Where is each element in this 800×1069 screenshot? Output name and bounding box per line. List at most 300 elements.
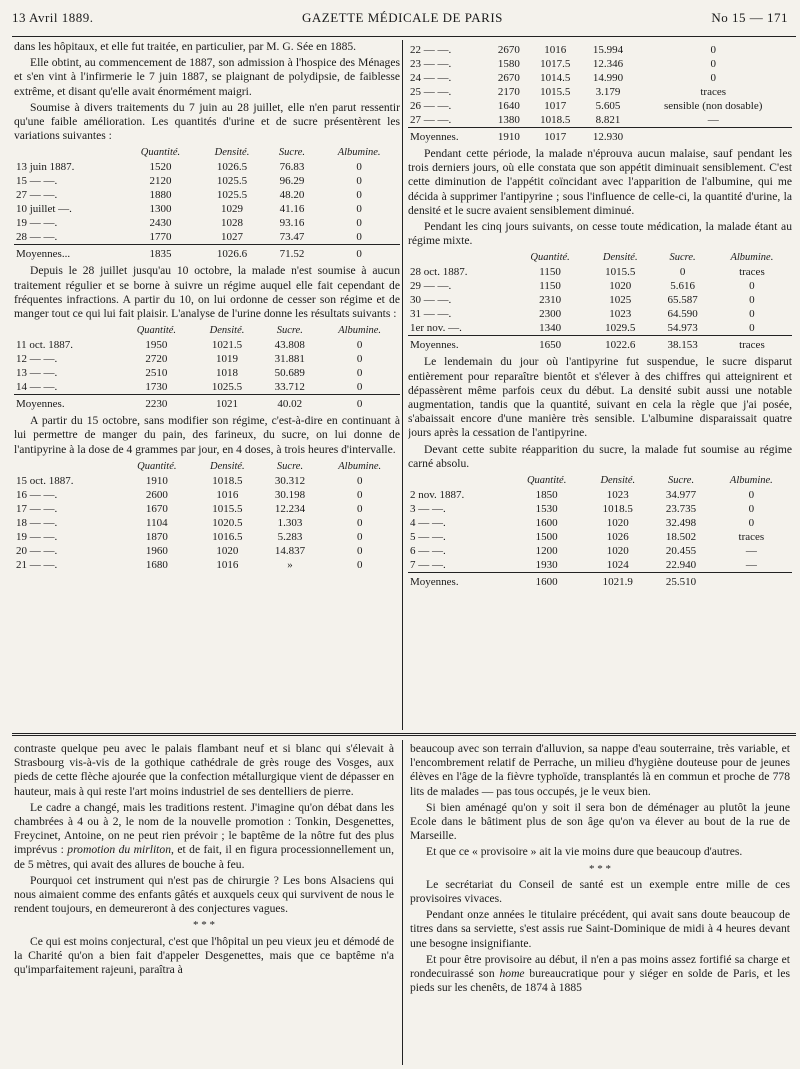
table-cell: 1530: [535, 503, 558, 516]
table-cell: 1150: [539, 266, 561, 279]
row-label: 25 — —.: [410, 86, 452, 98]
column-header: Albumine.: [337, 147, 381, 159]
table-cell: 8.821: [595, 114, 621, 126]
table-cell: 1016: [544, 44, 567, 56]
table-cell: 50.689: [274, 367, 305, 380]
column-header: [14, 324, 119, 338]
row-label: 23 — —.: [410, 58, 452, 70]
table-row: [14, 474, 400, 488]
table-cell: 1021.5: [211, 339, 243, 352]
italic-text: promotion du mirliton: [67, 843, 171, 857]
top-right-column: [408, 40, 792, 725]
table-row: [14, 502, 400, 516]
table-cell: traces: [712, 336, 792, 353]
table-row: [408, 516, 792, 530]
row-label: 6 — —.: [410, 545, 446, 558]
table-row: [14, 380, 400, 395]
table-cell: [711, 573, 792, 590]
table-cell: 1300: [149, 203, 172, 216]
table-cell: 22.940: [665, 559, 697, 572]
table-cell: 96.29: [279, 175, 305, 188]
column-header: Albumine.: [729, 475, 773, 487]
table-cell: 1029: [221, 203, 243, 216]
table-cell: traces: [738, 531, 765, 544]
table-row: [14, 230, 400, 245]
table-cell: 1018.5: [602, 503, 633, 516]
table-cell: 1600: [509, 573, 584, 590]
column-header: Sucre.: [669, 252, 696, 264]
row-label: 22 — —.: [410, 44, 452, 56]
row-label: 18 — —.: [16, 516, 58, 529]
table-cell: 73.47: [279, 231, 305, 244]
table-cell: 1016: [216, 558, 239, 571]
table-cell: 1018.5: [212, 474, 243, 487]
table-cell: 2300: [539, 308, 562, 321]
table-cell: 0: [356, 544, 363, 557]
table-header-row: [408, 474, 792, 488]
row-label: 28 oct. 1887.: [410, 266, 468, 279]
column-header: Albumine.: [338, 460, 382, 472]
text-span: bureaucratique pour y siéger en solde de Paris, et les pieds sur les chenêts, de 1874 à 1885: [410, 967, 790, 995]
table-cell: 1021.9: [584, 573, 651, 590]
text-span: , et de fait, il en figura processionnellement un, de 5 mètres, qui avait des allures de bouche à feu.: [14, 843, 394, 871]
table-cell: 1018.5: [540, 114, 571, 126]
header-number: No 15 — 171: [711, 9, 788, 25]
table-cell: 1880: [149, 189, 172, 202]
table-row: [14, 174, 400, 188]
table-row: [14, 366, 400, 380]
table-cell: 1930: [535, 559, 558, 572]
header-date: 13 Avril 1889.: [12, 9, 94, 25]
table-mean-row: [14, 245, 400, 262]
column-header: [408, 251, 513, 265]
column-header: Densité.: [209, 325, 245, 337]
table-cell: 1835: [123, 245, 199, 262]
table-row: [408, 530, 792, 544]
table-cell: —: [745, 559, 757, 572]
row-label: 21 — —.: [16, 558, 58, 571]
table-cell: 1028: [221, 217, 243, 230]
column-header: Quantité.: [137, 460, 177, 472]
table-cell: 0: [356, 367, 363, 380]
table-cell: 1020: [216, 544, 239, 557]
table-cell: 0: [748, 489, 755, 502]
column-header: [408, 474, 509, 488]
table-cell: 1580: [497, 58, 520, 70]
row-label: 19 — —.: [16, 530, 58, 543]
row-label: 2 nov. 1887.: [410, 489, 465, 502]
table-cell: 1600: [535, 517, 558, 530]
row-label: 28 — —.: [16, 231, 58, 244]
table-cell: 32.498: [665, 517, 697, 530]
table-cell: 38.153: [653, 336, 712, 353]
table-cell: 71.52: [266, 245, 319, 262]
table-cell: 0: [356, 339, 363, 352]
table-cell: 1730: [145, 381, 168, 394]
row-label: 13 — —.: [16, 367, 58, 380]
table-header-row: [14, 146, 400, 160]
table-cell: 1015.5: [540, 86, 571, 98]
table-cell: 0: [749, 280, 755, 293]
table-cell: 1019: [216, 353, 238, 366]
text-span: Le cadre a changé, mais les traditions restent. J'imagine qu'on débat dans les chambrées à 4 ou à 2, le nom de la nouvelle promotion : Tonkin, Desgenettes, Freycinet, Antoine, on ne peut rien prévoir ; le baptême de la nôtre fut des plus imprévus :: [14, 800, 394, 857]
table-cell: 1770: [149, 231, 172, 244]
table-cell: [634, 128, 792, 145]
row-label: 15 oct. 1887.: [16, 474, 74, 487]
table-cell: 93.16: [279, 217, 305, 230]
table-cell: »: [287, 558, 293, 571]
paragraph: Devant cette subite réapparition du sucre, la malade fut soumise au régime carné absolu.: [408, 442, 792, 470]
table-cell: 0: [356, 530, 363, 543]
column-header: Sucre.: [667, 475, 695, 487]
column-header: Albumine.: [338, 325, 382, 337]
column-divider-top: [402, 40, 403, 730]
table-cell: 0: [319, 395, 400, 412]
column-header: Densité.: [600, 475, 636, 487]
table-header-row: [14, 324, 400, 338]
table-cell: 14.837: [274, 544, 306, 557]
table-row: [14, 488, 400, 502]
table-cell: 1021: [194, 395, 261, 412]
table-cell: 1023: [609, 308, 632, 321]
table-cell: 5.605: [595, 100, 621, 112]
data-table: [14, 324, 400, 411]
table-cell: 1020: [606, 545, 629, 558]
table-cell: sensible (non dosable): [664, 100, 763, 112]
table-row: [408, 293, 792, 307]
row-label: 15 — —.: [16, 175, 58, 188]
table-row: [14, 338, 400, 352]
table-row: [14, 558, 400, 572]
data-table: [14, 146, 400, 261]
table-cell: 30.198: [274, 488, 306, 501]
table-header-row: [14, 460, 400, 474]
paragraph: Pendant les cinq jours suivants, on cesse toute médication, la malade étant au régime mixte.: [408, 220, 792, 248]
table-cell: 0: [356, 203, 362, 216]
table-row: [14, 530, 400, 544]
table-cell: 1150: [539, 280, 561, 293]
table-cell: 1640: [497, 100, 520, 112]
table-cell: 54.973: [667, 322, 698, 335]
table-cell: 2170: [497, 86, 520, 98]
row-label: 31 — —.: [410, 308, 452, 321]
table-cell: 1015.5: [605, 266, 636, 279]
table-cell: 1017.5: [540, 58, 571, 70]
table-row: [408, 113, 792, 128]
table-cell: 1850: [535, 489, 558, 502]
row-label: Moyennes.: [408, 336, 513, 353]
table-cell: traces: [739, 266, 765, 279]
data-table: [408, 43, 792, 144]
table-row: [408, 488, 792, 502]
row-label: 30 — —.: [410, 294, 452, 307]
table-cell: 1017: [529, 128, 582, 145]
table-cell: 1025: [609, 294, 632, 307]
column-header: Sucre.: [278, 147, 306, 159]
table-cell: 15.994: [592, 44, 624, 56]
row-label: Moyennes.: [408, 128, 489, 145]
column-header: Densité.: [209, 460, 245, 472]
row-label: 17 — —.: [16, 502, 58, 515]
table-cell: 1029.5: [605, 322, 636, 335]
table-cell: 1020: [609, 280, 632, 293]
row-label: 1er nov. —.: [410, 322, 462, 335]
table-cell: 1020: [606, 517, 629, 530]
column-header: Albumine.: [730, 252, 774, 264]
table-cell: 23.735: [665, 503, 697, 516]
table-row: [408, 43, 792, 57]
table-cell: 2120: [149, 175, 172, 188]
table-cell: 0: [356, 474, 363, 487]
italic-text: home: [499, 967, 525, 981]
table-cell: 2720: [145, 353, 168, 366]
paragraph: Depuis le 28 juillet jusqu'au 10 octobre, la malade n'est soumise à aucun traitement régulier et se borne à suivre un régime auquel elle fait cependant de fréquentes infractions. A partir du 10, on lui ordonne de cesser son régime et de manger tout ce qui lui fait plaisir. L'analyse de l'urine donne les résultats suivants :: [14, 264, 400, 321]
table-cell: 2670: [497, 44, 520, 56]
paragraph: Et que ce « provisoire » ait la vie moins dure que beaucoup d'autres.: [426, 845, 743, 859]
table-mean-row: [408, 573, 792, 590]
table-cell: 0: [679, 266, 686, 279]
column-header: Quantité.: [140, 147, 181, 159]
table-row: [14, 352, 400, 366]
header-title: GAZETTE MÉDICALE DE PARIS: [302, 9, 503, 25]
table-row: [14, 188, 400, 202]
row-label: 11 oct. 1887.: [16, 339, 74, 352]
row-label: 3 — —.: [410, 503, 446, 516]
row-label: 26 — —.: [410, 100, 452, 112]
table-cell: 1910: [489, 128, 529, 145]
table-cell: 12.930: [582, 128, 635, 145]
row-label: 29 — —.: [410, 280, 452, 293]
text-span: Et pour être provisoire au début, il n'en a pas moins assez fortifié sa charge et rondecuirassé son: [410, 952, 790, 981]
table-cell: 1027: [221, 231, 243, 244]
row-label: 27 — —.: [16, 189, 58, 202]
column-header: [14, 460, 120, 474]
table-row: [408, 57, 792, 71]
table-cell: 1380: [497, 114, 520, 126]
paragraph: A partir du 15 octobre, sans modifier son régime, c'est-à-dire en continuant à lui permettre de manger du pain, des farineux, du sucre, on lui donne de l'antipyrine à la dose de 4 grammes par jour, en 4 doses, à trois heures d'intervalle.: [14, 414, 400, 456]
table-cell: 31.881: [274, 353, 305, 366]
table-row: [408, 85, 792, 99]
table-row: [408, 321, 792, 336]
column-header: Sucre.: [276, 460, 304, 472]
table-cell: 34.977: [665, 489, 697, 502]
table-cell: 2510: [145, 367, 168, 380]
row-label: 7 — —.: [410, 559, 446, 572]
table-cell: 3.179: [595, 86, 621, 98]
data-table: [14, 460, 400, 572]
table-row: [14, 516, 400, 530]
table-row: [408, 279, 792, 293]
table-cell: 41.16: [279, 203, 305, 216]
table-cell: 0: [710, 58, 716, 70]
paragraph: [410, 953, 790, 996]
table-row: [408, 502, 792, 516]
table-cell: 20.455: [665, 545, 697, 558]
row-label: 14 — —.: [16, 381, 58, 394]
table-cell: 0: [356, 488, 363, 501]
table-row: [408, 71, 792, 85]
row-label: 16 — —.: [16, 488, 58, 501]
paragraph: Pendant cette période, la malade n'éprouva aucun malaise, sauf pendant les trois derniers jours, où elle constata que son appétit diminuait sensiblement. C'est cette diminution de l'appétit coïncidant avec l'apparition de l'albumine, qui me décida à supprimer l'antipyrine ; sous l'influence de celle-ci, la quantité d'urine, la densité et le sucre avaient sensiblement diminué.: [408, 147, 792, 217]
table-cell: 1960: [145, 544, 168, 557]
table-cell: 1017: [544, 100, 567, 112]
table-cell: 0: [356, 231, 362, 244]
section-separator: * * *: [193, 919, 215, 932]
paragraph: Pourquoi cet instrument qui n'est pas de chirurgie ? Les bons Alsaciens qui nous aimaient comme des enfants gâtés et auxquels ceux qui survivent de nous le rendent toujours, en demeureront à des conjectures vagues.: [14, 873, 394, 916]
paragraph: dans les hôpitaux, et elle fut traitée, en particulier, par M. G. Sée en 1885.: [14, 40, 357, 53]
paragraph: Si bien aménagé qu'on y soit il sera bon de déménager au plutôt la jeune Ecole dans le bâtiment plus de son âge qu'on va élever au bout de la rue de Marseille.: [410, 800, 790, 843]
column-header: Densité.: [214, 147, 250, 159]
table-cell: 1020.5: [212, 516, 243, 529]
table-mean-row: [408, 128, 792, 145]
table-cell: 1015.5: [212, 502, 243, 515]
paragraph: beaucoup avec son terrain d'alluvion, sa nappe d'eau souterraine, très variable, et l'encombrement relatif de Perrache, un milieu d'hygiène douteuse pour de jeunes élèves en l'âge de la fièvre typhoïde, transplantés là en commun et proche de 778 lits de malades — pas tous occupés, je le veux bien.: [410, 742, 790, 798]
paragraph: contraste quelque peu avec le palais flambant neuf et si blanc qui s'élevait à Strasbourg vis-à-vis de la gothique cathédrale de grès rouge des Vosges, aux pieds de cette flèche ajourée que la confection métallurgique vient de dépasser en hauteur, mais à qui reste l'art moins industriel de ses dentelliers de pierre.: [14, 742, 394, 798]
table-cell: 0: [318, 245, 400, 262]
column-header: Quantité.: [136, 325, 177, 337]
table-cell: 1025.5: [216, 189, 248, 202]
row-label: 24 — —.: [410, 72, 452, 84]
table-cell: 64.590: [667, 308, 698, 321]
table-cell: 25.510: [651, 573, 710, 590]
table-cell: 1025.5: [211, 381, 243, 394]
table-cell: 1680: [145, 558, 168, 571]
table-cell: 1026: [606, 531, 629, 544]
data-table: [408, 251, 792, 352]
paragraph: Le secrétariat du Conseil de santé est un exemple entre mille de ces provisoires vivaces.: [410, 877, 790, 906]
table-cell: 12.234: [274, 502, 306, 515]
table-cell: 0: [749, 322, 755, 335]
row-label: 10 juillet —.: [16, 203, 72, 216]
table-cell: 0: [356, 175, 362, 188]
paragraph: [14, 801, 394, 872]
paragraph: Elle obtint, au commencement de 1887, son admission à l'hospice des Ménages et s'en vint à l'infirmerie le 7 juin 1887, se plaignant de polydipsie, de faiblesse extrême, et disant qu'elle avait énormément maigri.: [14, 56, 400, 98]
table-cell: 1018: [216, 367, 238, 380]
table-mean-row: [14, 395, 400, 412]
row-label: Moyennes.: [14, 395, 119, 412]
table-cell: 0: [356, 558, 363, 571]
table-cell: 0: [710, 44, 716, 56]
table-cell: 1024: [606, 559, 629, 572]
table-cell: 2670: [497, 72, 520, 84]
table-cell: 2310: [539, 294, 562, 307]
row-label: 19 — —.: [16, 217, 58, 230]
table-cell: 0: [749, 294, 755, 307]
row-label: 13 juin 1887.: [16, 161, 75, 174]
table-cell: 0: [748, 503, 755, 516]
row-label: 20 — —.: [16, 544, 58, 557]
table-cell: 1016: [216, 488, 239, 501]
row-label: 4 — —.: [410, 517, 446, 530]
table-cell: 0: [356, 217, 362, 230]
table-cell: 1870: [145, 530, 168, 543]
row-label: Moyennes.: [408, 573, 509, 590]
table-cell: 1023: [606, 489, 629, 502]
column-header: Sucre.: [276, 325, 303, 337]
table-cell: 2230: [119, 395, 194, 412]
data-table: [408, 474, 792, 589]
row-label: Moyennes...: [14, 245, 123, 262]
table-row: [14, 544, 400, 558]
column-header: Quantité.: [526, 475, 567, 487]
table-row: [408, 265, 792, 279]
row-label: 5 — —.: [410, 531, 446, 544]
column-divider-bottom: [402, 740, 403, 1065]
table-cell: 40.02: [260, 395, 319, 412]
section-separator: * * *: [589, 862, 611, 875]
section-divider: [12, 733, 796, 736]
row-label: 12 — —.: [16, 353, 58, 366]
table-cell: 1670: [145, 502, 168, 515]
header-rule: [12, 36, 796, 37]
column-header: Quantité.: [530, 252, 570, 264]
table-cell: 0: [356, 353, 363, 366]
table-cell: 0: [356, 516, 363, 529]
table-cell: 2600: [145, 488, 168, 501]
table-cell: 1026.5: [216, 161, 248, 174]
table-cell: 1025.5: [216, 175, 248, 188]
table-cell: 1104: [146, 516, 168, 529]
table-cell: 14.990: [592, 72, 624, 84]
table-cell: 5.283: [277, 530, 303, 543]
table-row: [14, 160, 400, 174]
table-row: [408, 99, 792, 113]
table-cell: 12.346: [592, 58, 624, 70]
table-cell: 1910: [145, 474, 168, 487]
table-cell: —: [707, 114, 719, 126]
table-cell: 65.587: [667, 294, 698, 307]
paragraph: Pendant onze années le titulaire précédent, qui avait sans doute beaucoup de titres dans sa serviette, s'est assis rue Saint-Dominique de midi à 4 heures devant une besogne insignifiante.: [410, 908, 790, 950]
column-header: [14, 146, 123, 160]
table-cell: 0: [749, 308, 755, 321]
table-cell: 1520: [149, 161, 172, 174]
bottom-left-column: [14, 742, 394, 1067]
table-cell: 76.83: [279, 161, 305, 174]
table-cell: 1026.6: [198, 245, 265, 262]
table-cell: —: [745, 545, 757, 558]
table-row: [408, 544, 792, 558]
table-header-row: [408, 251, 792, 265]
table-cell: 1.303: [277, 516, 303, 529]
table-cell: 0: [356, 161, 362, 174]
table-row: [408, 558, 792, 573]
table-cell: 1200: [535, 545, 558, 558]
paragraph: Ce qui est moins conjectural, c'est que l'hôpital un peu vieux jeu et démodé de la Charité qu'on a bien fait d'appeler Desgenettes, mais que ce baptême n'a qu'imparfaitement rajeuni, paraîtra à: [14, 934, 394, 977]
page-header: [12, 4, 788, 32]
top-left-column: [14, 40, 400, 725]
table-cell: 30.312: [274, 474, 306, 487]
table-cell: 2430: [149, 217, 172, 230]
table-cell: 0: [356, 502, 363, 515]
table-cell: 1340: [539, 322, 562, 335]
table-cell: 1022.6: [587, 336, 653, 353]
table-cell: 1016.5: [212, 530, 243, 543]
table-cell: 1950: [145, 339, 168, 352]
table-cell: 0: [748, 517, 755, 530]
row-label: 27 — —.: [410, 114, 452, 126]
paragraph: Soumise à divers traitements du 7 juin au 28 juillet, elle n'en parut ressentir qu'une faible amélioration. Les quantités d'urine et de sucre présentèrent les variations suivantes :: [14, 100, 400, 143]
table-cell: 0: [710, 72, 716, 84]
table-cell: 48.20: [279, 189, 305, 202]
table-cell: 1014.5: [540, 72, 571, 84]
table-cell: 0: [356, 381, 363, 394]
table-cell: 0: [356, 189, 362, 202]
table-row: [14, 216, 400, 230]
table-cell: 5.616: [670, 280, 695, 293]
table-cell: 18.502: [665, 531, 697, 544]
table-cell: 1650: [513, 336, 587, 353]
table-cell: 33.712: [274, 381, 305, 394]
